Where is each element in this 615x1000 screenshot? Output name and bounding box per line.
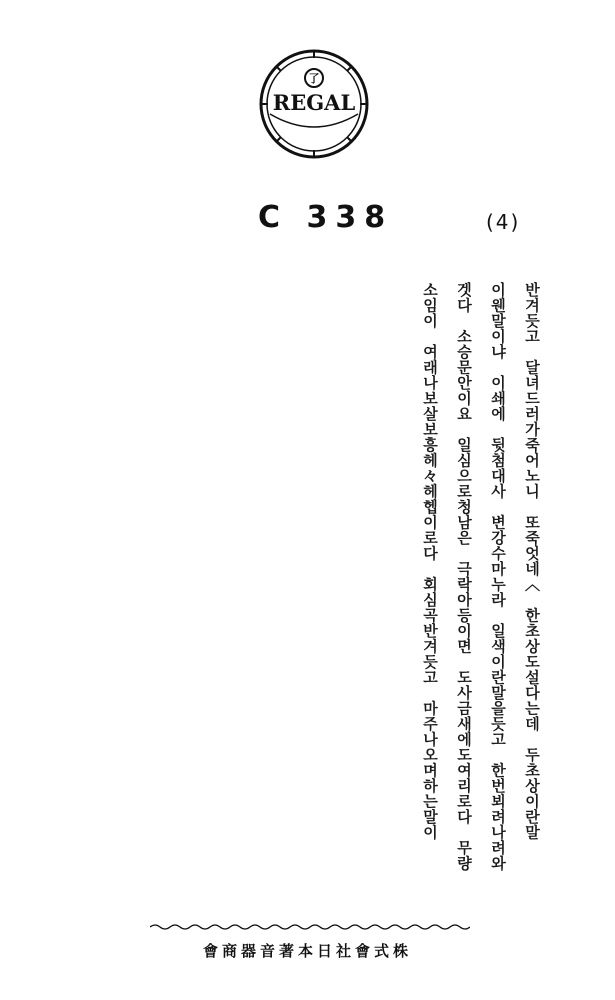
lyric-column: 이웬말이냐 이쇄에 뒷첨대사 변강수마누라 일색이란말을듯고 한번뵈려나려와	[489, 282, 507, 871]
svg-text:了: 了	[308, 72, 320, 85]
lyric-column: 소임이 여래나보살보흥헤々헤헵이로다 회심곡반겨듯고 마주나오며하는말이	[421, 282, 439, 840]
lyrics-block	[417, 282, 545, 871]
publisher-footer: 會商器音著本日社會式株	[202, 942, 412, 960]
page-number: (4)	[486, 210, 521, 234]
regal-logo	[258, 48, 370, 160]
logo-wordmark: REGAL	[272, 90, 356, 115]
lyric-column: 겟다 소승문안이요 일심으로청남은 극락아등이면 도사금새에도여리로다 무량	[455, 282, 473, 871]
catalog-number: C 338	[258, 200, 394, 235]
wavy-divider	[150, 922, 470, 932]
lyric-column: 반겨듯고 달녀드러가죽어노니 또죽엇네〈 한초상도설다는데 두초상이란말	[523, 282, 541, 840]
